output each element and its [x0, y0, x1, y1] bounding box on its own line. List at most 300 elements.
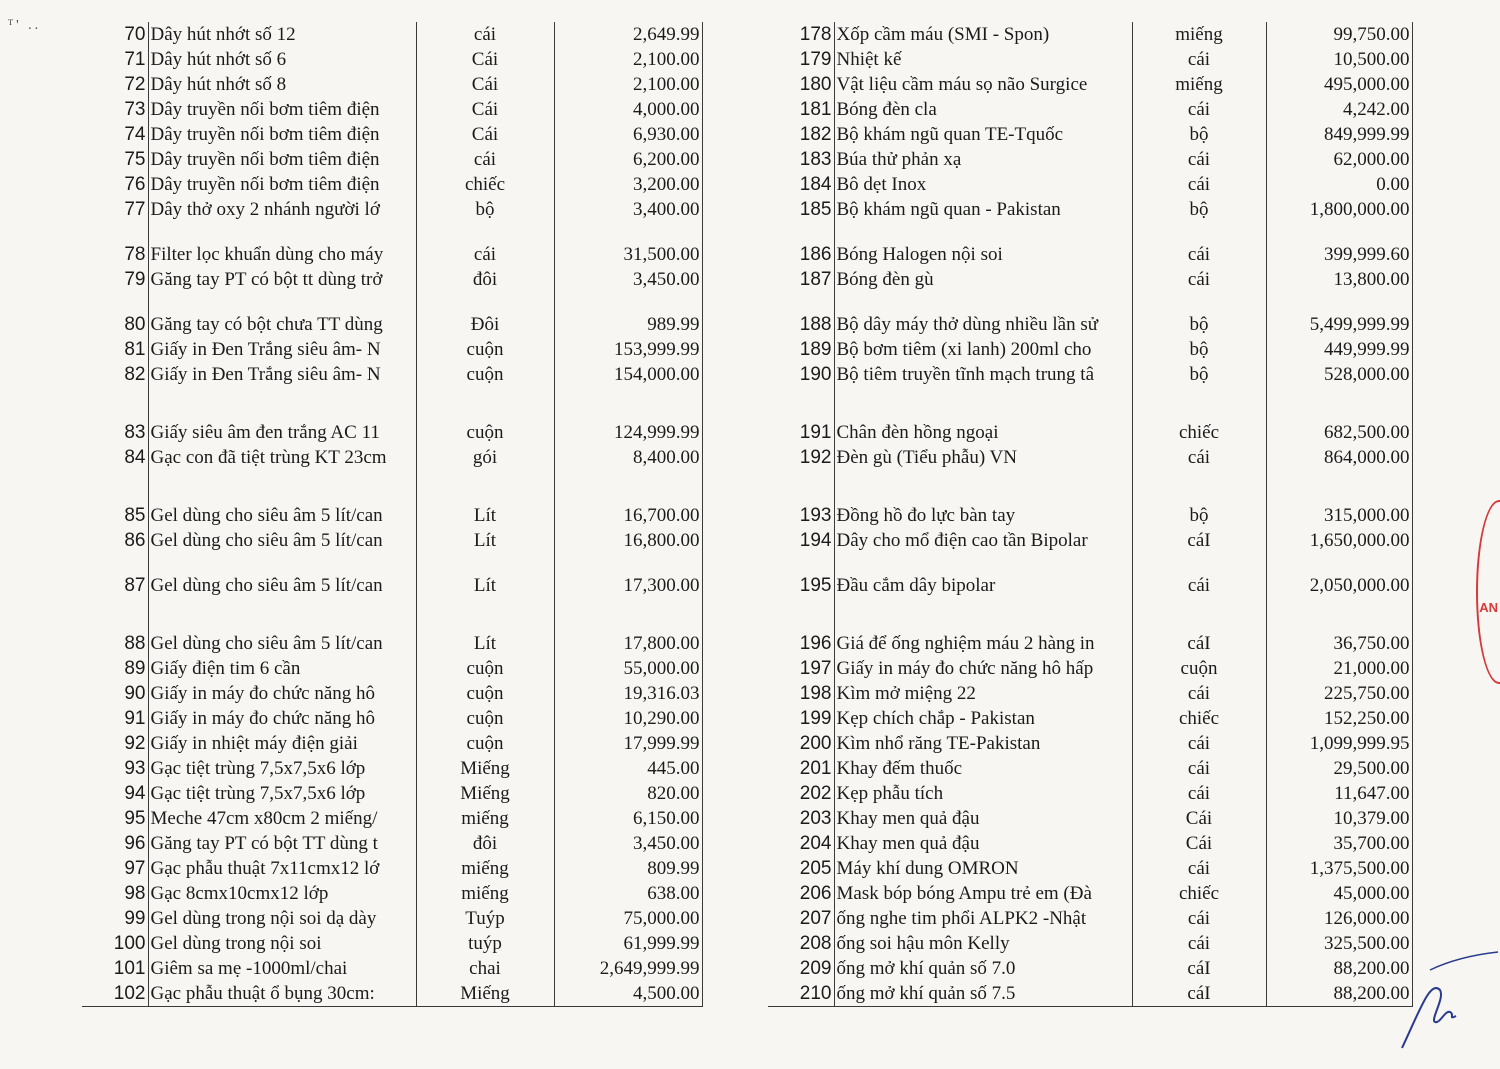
item-unit: Cái: [416, 97, 554, 122]
item-number: 182: [768, 122, 834, 147]
table-row: [82, 72, 702, 97]
item-price: 88,200.00: [1266, 981, 1412, 1007]
table-row: [82, 172, 702, 197]
item-price: 29,500.00: [1266, 756, 1412, 781]
item-price: 6,150.00: [554, 806, 702, 831]
item-number: 72: [82, 72, 148, 97]
item-number: 201: [768, 756, 834, 781]
item-price: 315,000.00: [1266, 470, 1412, 528]
item-number: 189: [768, 337, 834, 362]
item-name: Giấy in Đen Trắng siêu âm- N: [148, 362, 416, 387]
item-unit: cái: [1132, 222, 1266, 267]
item-unit: tuýp: [416, 931, 554, 956]
item-number: 92: [82, 731, 148, 756]
item-unit: Lít: [416, 553, 554, 598]
item-number: 76: [82, 172, 148, 197]
table-row: [82, 337, 702, 362]
table-row: [82, 387, 702, 445]
item-name: ống mở khí quản số 7.5: [834, 981, 1132, 1007]
item-number: 179: [768, 47, 834, 72]
table-row: [768, 956, 1412, 981]
item-number: 99: [82, 906, 148, 931]
item-unit: cái: [1132, 856, 1266, 881]
item-number: 81: [82, 337, 148, 362]
item-name: Gạc tiệt trùng 7,5x7,5x6 lớp: [148, 781, 416, 806]
item-unit: Cái: [416, 122, 554, 147]
price-table-right: [768, 22, 1413, 1007]
table-row: [768, 172, 1412, 197]
item-number: 96: [82, 831, 148, 856]
item-unit: cái: [416, 147, 554, 172]
item-name: Dây truyền nối bơm tiêm điện: [148, 97, 416, 122]
item-unit: cái: [1132, 47, 1266, 72]
item-unit: cuộn: [1132, 656, 1266, 681]
item-number: 73: [82, 97, 148, 122]
item-price: 21,000.00: [1266, 656, 1412, 681]
item-unit: bộ: [1132, 122, 1266, 147]
item-name: Gel dùng cho siêu âm 5 lít/can: [148, 528, 416, 553]
item-unit: cái: [1132, 97, 1266, 122]
item-number: 210: [768, 981, 834, 1007]
item-name: Găng tay PT có bột TT dùng t: [148, 831, 416, 856]
item-number: 85: [82, 470, 148, 528]
item-price: 449,999.99: [1266, 337, 1412, 362]
item-price: 4,242.00: [1266, 97, 1412, 122]
table-row: [768, 931, 1412, 956]
table-row: [82, 756, 702, 781]
table-row: [768, 656, 1412, 681]
item-price: 45,000.00: [1266, 881, 1412, 906]
item-number: 195: [768, 553, 834, 598]
item-price: 19,316.03: [554, 681, 702, 706]
item-unit: Cái: [416, 47, 554, 72]
table-row: [768, 981, 1412, 1007]
item-price: 17,300.00: [554, 553, 702, 598]
table-row: [82, 906, 702, 931]
item-unit: chiếc: [1132, 706, 1266, 731]
item-number: 82: [82, 362, 148, 387]
item-name: Chân đèn hồng ngoại: [834, 387, 1132, 445]
table-row: [768, 362, 1412, 387]
item-name: Giấy in Đen Trắng siêu âm- N: [148, 337, 416, 362]
item-name: Dây hút nhớt số 6: [148, 47, 416, 72]
item-price: 3,400.00: [554, 197, 702, 222]
item-unit: Lít: [416, 528, 554, 553]
item-unit: cáI: [1132, 528, 1266, 553]
item-name: Găng tay PT có bột tt dùng trở: [148, 267, 416, 292]
item-unit: cái: [1132, 172, 1266, 197]
item-price: 17,800.00: [554, 598, 702, 656]
item-number: 206: [768, 881, 834, 906]
item-name: Nhiệt kế: [834, 47, 1132, 72]
item-unit: Miếng: [416, 756, 554, 781]
item-name: Bộ khám ngũ quan - Pakistan: [834, 197, 1132, 222]
table-row: [82, 267, 702, 292]
item-unit: miếng: [1132, 72, 1266, 97]
item-name: Giêm sa mẹ -1000ml/chai: [148, 956, 416, 981]
item-price: 3,200.00: [554, 172, 702, 197]
item-name: Giấy siêu âm đen trắng AC 11: [148, 387, 416, 445]
item-name: Dây hút nhớt số 8: [148, 72, 416, 97]
item-price: 126,000.00: [1266, 906, 1412, 931]
item-price: 88,200.00: [1266, 956, 1412, 981]
item-unit: bộ: [416, 197, 554, 222]
item-number: 207: [768, 906, 834, 931]
item-number: 89: [82, 656, 148, 681]
item-unit: Lít: [416, 598, 554, 656]
item-name: Giấy in nhiệt máy điện giải: [148, 731, 416, 756]
item-price: 849,999.99: [1266, 122, 1412, 147]
item-name: Khay men quả đậu: [834, 831, 1132, 856]
table-row: [768, 553, 1412, 598]
item-unit: cái: [1132, 781, 1266, 806]
item-number: 204: [768, 831, 834, 856]
item-number: 83: [82, 387, 148, 445]
table-row: [82, 831, 702, 856]
item-unit: cái: [1132, 931, 1266, 956]
item-name: ống mở khí quản số 7.0: [834, 956, 1132, 981]
item-number: 202: [768, 781, 834, 806]
item-number: 180: [768, 72, 834, 97]
item-unit: chai: [416, 956, 554, 981]
item-price: 325,500.00: [1266, 931, 1412, 956]
item-name: Bóng đèn cla: [834, 97, 1132, 122]
item-price: 1,800,000.00: [1266, 197, 1412, 222]
item-name: Đèn gù (Tiểu phẫu) VN: [834, 445, 1132, 470]
table-row: [768, 122, 1412, 147]
table-row: [768, 147, 1412, 172]
table-row: [82, 598, 702, 656]
item-number: 188: [768, 292, 834, 337]
item-unit: bộ: [1132, 362, 1266, 387]
item-price: 17,999.99: [554, 731, 702, 756]
item-number: 93: [82, 756, 148, 781]
table-row: [768, 756, 1412, 781]
item-unit: cái: [1132, 756, 1266, 781]
signature-mark: [1400, 950, 1500, 1050]
item-unit: Cái: [1132, 831, 1266, 856]
table-row: [82, 731, 702, 756]
item-number: 205: [768, 856, 834, 881]
item-name: Meche 47cm x80cm 2 miếng/: [148, 806, 416, 831]
item-price: 154,000.00: [554, 362, 702, 387]
item-price: 4,500.00: [554, 981, 702, 1007]
item-number: 178: [768, 22, 834, 47]
item-number: 86: [82, 528, 148, 553]
item-number: 209: [768, 956, 834, 981]
item-name: ống soi hậu môn Kelly: [834, 931, 1132, 956]
item-price: 124,999.99: [554, 387, 702, 445]
item-number: 77: [82, 197, 148, 222]
item-unit: miếng: [1132, 22, 1266, 47]
item-name: Khay đếm thuốc: [834, 756, 1132, 781]
item-price: 0.00: [1266, 172, 1412, 197]
item-number: 100: [82, 931, 148, 956]
table-row: [768, 470, 1412, 528]
item-price: 864,000.00: [1266, 445, 1412, 470]
item-price: 10,500.00: [1266, 47, 1412, 72]
item-unit: Cái: [1132, 806, 1266, 831]
item-number: 74: [82, 122, 148, 147]
item-number: 203: [768, 806, 834, 831]
table-row: [82, 881, 702, 906]
item-price: 1,099,999.95: [1266, 731, 1412, 756]
item-price: 10,379.00: [1266, 806, 1412, 831]
item-number: 194: [768, 528, 834, 553]
item-price: 682,500.00: [1266, 387, 1412, 445]
item-price: 5,499,999.99: [1266, 292, 1412, 337]
item-price: 6,930.00: [554, 122, 702, 147]
item-unit: chiếc: [1132, 387, 1266, 445]
item-name: Đồng hồ đo lực bàn tay: [834, 470, 1132, 528]
item-number: 78: [82, 222, 148, 267]
table-row: [768, 72, 1412, 97]
item-unit: cuộn: [416, 362, 554, 387]
table-row: [82, 122, 702, 147]
table-row: [82, 147, 702, 172]
table-row: [82, 956, 702, 981]
item-name: Bộ tiêm truyền tĩnh mạch trung tâ: [834, 362, 1132, 387]
table-row: [82, 681, 702, 706]
item-name: Dây hút nhớt số 12: [148, 22, 416, 47]
item-price: 31,500.00: [554, 222, 702, 267]
item-price: 8,400.00: [554, 445, 702, 470]
item-price: 13,800.00: [1266, 267, 1412, 292]
table-row: [768, 222, 1412, 267]
item-price: 6,200.00: [554, 147, 702, 172]
item-price: 2,100.00: [554, 47, 702, 72]
item-name: Kìm nhổ răng TE-Pakistan: [834, 731, 1132, 756]
item-name: Gạc phẫu thuật ổ bụng 30cm:: [148, 981, 416, 1007]
item-unit: cái: [1132, 445, 1266, 470]
item-number: 197: [768, 656, 834, 681]
item-price: 153,999.99: [554, 337, 702, 362]
item-number: 75: [82, 147, 148, 172]
table-row: [768, 781, 1412, 806]
item-unit: cái: [1132, 731, 1266, 756]
item-price: 16,800.00: [554, 528, 702, 553]
table-row: [768, 881, 1412, 906]
item-unit: miếng: [416, 881, 554, 906]
item-name: Bộ dây máy thở dùng nhiều lần sử: [834, 292, 1132, 337]
item-number: 190: [768, 362, 834, 387]
item-name: Bộ bơm tiêm (xi lanh) 200ml cho: [834, 337, 1132, 362]
item-name: Dây cho mổ điện cao tần Bipolar: [834, 528, 1132, 553]
item-number: 183: [768, 147, 834, 172]
item-name: Gạc phẫu thuật 7x11cmx12 lớ: [148, 856, 416, 881]
table-row: [768, 528, 1412, 553]
item-name: Gạc 8cmx10cmx12 lớp: [148, 881, 416, 906]
item-number: 98: [82, 881, 148, 906]
item-price: 809.99: [554, 856, 702, 881]
item-unit: bộ: [1132, 197, 1266, 222]
item-unit: cái: [1132, 681, 1266, 706]
table-row: [768, 806, 1412, 831]
item-price: 445.00: [554, 756, 702, 781]
table-row: [82, 445, 702, 470]
item-price: 3,450.00: [554, 267, 702, 292]
item-unit: cáI: [1132, 956, 1266, 981]
item-name: Giấy in máy đo chức năng hô: [148, 681, 416, 706]
item-price: 61,999.99: [554, 931, 702, 956]
item-unit: Miếng: [416, 981, 554, 1007]
item-unit: Đôi: [416, 292, 554, 337]
item-price: 36,750.00: [1266, 598, 1412, 656]
item-unit: bộ: [1132, 292, 1266, 337]
item-unit: Tuýp: [416, 906, 554, 931]
table-row: [768, 706, 1412, 731]
item-price: 225,750.00: [1266, 681, 1412, 706]
table-row: [768, 445, 1412, 470]
item-price: 10,290.00: [554, 706, 702, 731]
item-name: Máy khí dung OMRON: [834, 856, 1132, 881]
item-unit: bộ: [1132, 470, 1266, 528]
table-row: [82, 553, 702, 598]
item-number: 102: [82, 981, 148, 1007]
table-row: [768, 267, 1412, 292]
table-row: [82, 706, 702, 731]
item-unit: Lít: [416, 470, 554, 528]
item-number: 193: [768, 470, 834, 528]
item-name: Gel dùng cho siêu âm 5 lít/can: [148, 598, 416, 656]
table-row: [82, 362, 702, 387]
item-name: Gel dùng cho siêu âm 5 lít/can: [148, 553, 416, 598]
item-name: Dây truyền nối bơm tiêm điện: [148, 172, 416, 197]
item-number: 199: [768, 706, 834, 731]
table-row: [768, 292, 1412, 337]
item-name: Gel dùng trong nội soi: [148, 931, 416, 956]
item-number: 80: [82, 292, 148, 337]
item-name: Gạc con đã tiệt trùng KT 23cm: [148, 445, 416, 470]
item-name: Mask bóp bóng Ampu trẻ em (Đà: [834, 881, 1132, 906]
table-row: [768, 197, 1412, 222]
table-row: [768, 387, 1412, 445]
table-row: [82, 856, 702, 881]
item-name: Khay men quả đậu: [834, 806, 1132, 831]
item-unit: cuộn: [416, 731, 554, 756]
item-number: 198: [768, 681, 834, 706]
item-number: 191: [768, 387, 834, 445]
item-name: Bô dẹt Inox: [834, 172, 1132, 197]
item-name: Bóng Halogen nội soi: [834, 222, 1132, 267]
table-row: [82, 222, 702, 267]
item-unit: cuộn: [416, 706, 554, 731]
table-row: [768, 22, 1412, 47]
item-unit: cái: [1132, 267, 1266, 292]
item-name: Gạc tiệt trùng 7,5x7,5x6 lớp: [148, 756, 416, 781]
item-unit: miếng: [416, 856, 554, 881]
price-table-left: [82, 22, 703, 1007]
item-name: Kẹp chích chắp - Pakistan: [834, 706, 1132, 731]
item-unit: cái: [1132, 147, 1266, 172]
item-unit: miếng: [416, 806, 554, 831]
item-name: Bộ khám ngũ quan TE-Tquốc: [834, 122, 1132, 147]
table-row: [768, 681, 1412, 706]
item-price: 2,050,000.00: [1266, 553, 1412, 598]
item-number: 94: [82, 781, 148, 806]
table-row: [768, 731, 1412, 756]
table-row: [82, 981, 702, 1007]
item-price: 55,000.00: [554, 656, 702, 681]
table-row: [82, 97, 702, 122]
item-name: ống nghe tim phổi ALPK2 -Nhật: [834, 906, 1132, 931]
item-name: Búa thử phản xạ: [834, 147, 1132, 172]
item-unit: đôi: [416, 267, 554, 292]
table-row: [768, 47, 1412, 72]
item-name: Xốp cầm máu (SMI - Spon): [834, 22, 1132, 47]
table-row: [82, 656, 702, 681]
table-row: [82, 292, 702, 337]
item-price: 152,250.00: [1266, 706, 1412, 731]
item-price: 62,000.00: [1266, 147, 1412, 172]
item-number: 192: [768, 445, 834, 470]
item-number: 84: [82, 445, 148, 470]
item-price: 495,000.00: [1266, 72, 1412, 97]
item-unit: cuộn: [416, 656, 554, 681]
item-name: Gel dùng cho siêu âm 5 lít/can: [148, 470, 416, 528]
table-row: [82, 781, 702, 806]
item-unit: cuộn: [416, 337, 554, 362]
item-price: 2,649,999.99: [554, 956, 702, 981]
item-name: Dây truyền nối bơm tiêm điện: [148, 122, 416, 147]
table-row: [768, 97, 1412, 122]
item-name: Kẹp phẫu tích: [834, 781, 1132, 806]
item-price: 75,000.00: [554, 906, 702, 931]
item-name: Filter lọc khuẩn dùng cho máy: [148, 222, 416, 267]
item-price: 1,375,500.00: [1266, 856, 1412, 881]
table-row: [82, 470, 702, 528]
item-name: Kìm mở miệng 22: [834, 681, 1132, 706]
item-price: 11,647.00: [1266, 781, 1412, 806]
table-row: [82, 47, 702, 72]
item-price: 2,100.00: [554, 72, 702, 97]
item-number: 200: [768, 731, 834, 756]
item-unit: cái: [416, 222, 554, 267]
item-price: 3,450.00: [554, 831, 702, 856]
item-number: 97: [82, 856, 148, 881]
item-number: 90: [82, 681, 148, 706]
item-name: Dây thở oxy 2 nhánh người lớ: [148, 197, 416, 222]
item-unit: cái: [1132, 906, 1266, 931]
item-name: Đầu cắm dây bipolar: [834, 553, 1132, 598]
item-number: 95: [82, 806, 148, 831]
table-row: [82, 806, 702, 831]
table-row: [768, 906, 1412, 931]
item-unit: cái: [1132, 553, 1266, 598]
item-unit: cuộn: [416, 681, 554, 706]
item-number: 79: [82, 267, 148, 292]
item-number: 208: [768, 931, 834, 956]
item-price: 1,650,000.00: [1266, 528, 1412, 553]
item-price: 99,750.00: [1266, 22, 1412, 47]
stamp-letters: AN: [1479, 600, 1498, 615]
table-row: [82, 197, 702, 222]
item-name: Giấy in máy đo chức năng hô hấp: [834, 656, 1132, 681]
item-unit: cáI: [1132, 981, 1266, 1007]
item-number: 181: [768, 97, 834, 122]
item-name: Găng tay có bột chưa TT dùng: [148, 292, 416, 337]
item-unit: cái: [416, 22, 554, 47]
item-number: 186: [768, 222, 834, 267]
item-unit: chiếc: [1132, 881, 1266, 906]
item-number: 101: [82, 956, 148, 981]
item-unit: bộ: [1132, 337, 1266, 362]
table-row: [82, 22, 702, 47]
table-row: [768, 598, 1412, 656]
item-unit: gói: [416, 445, 554, 470]
item-price: 2,649.99: [554, 22, 702, 47]
item-number: 88: [82, 598, 148, 656]
